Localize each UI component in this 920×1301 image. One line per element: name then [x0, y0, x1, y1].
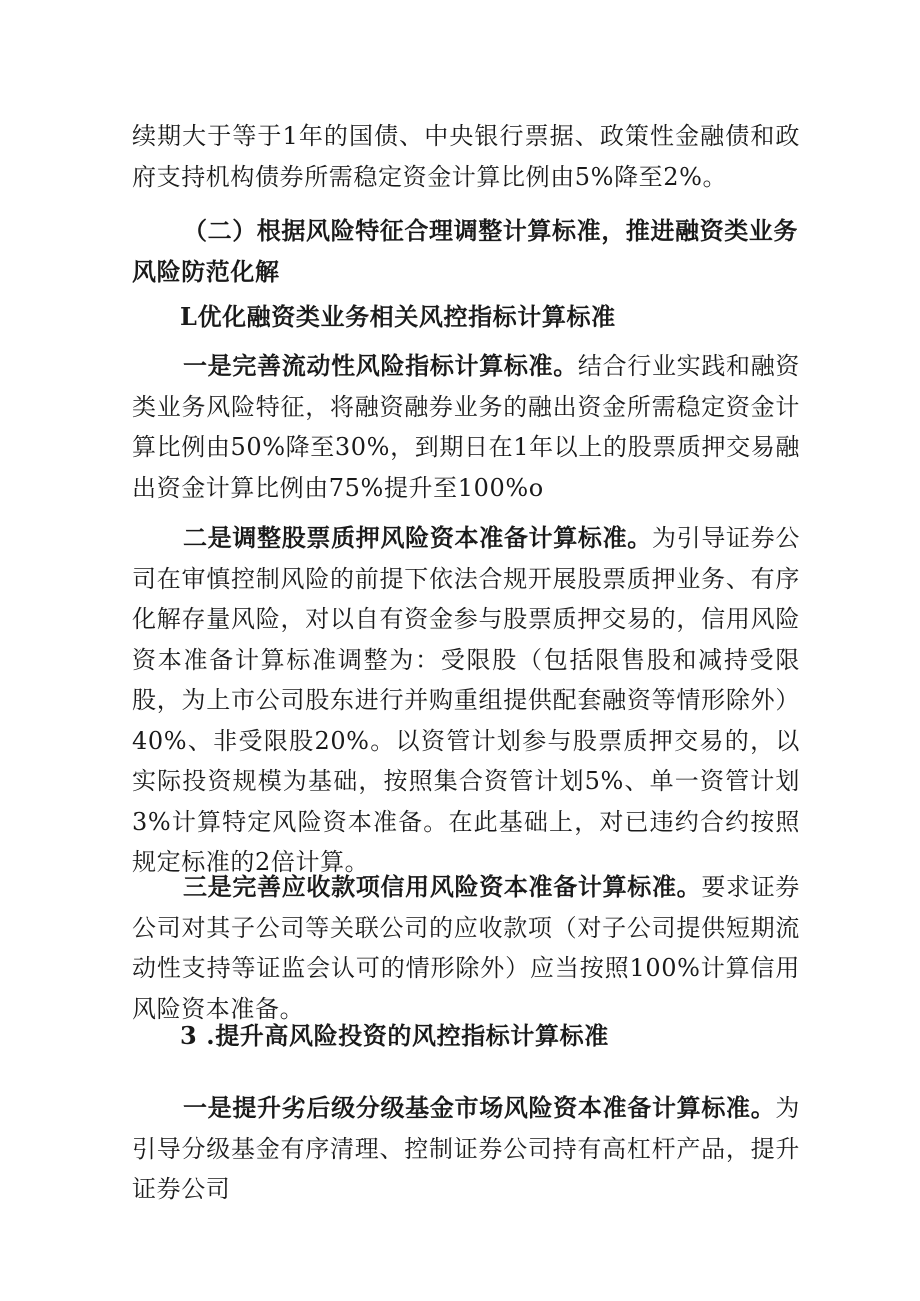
section-heading-2: （二）根据风险特征合理调整计算标准，推进融资类业务风险防范化解 — [132, 216, 798, 286]
paragraph-lead: 三是完善应收款项信用风险资本准备计算标准。 — [183, 872, 702, 901]
paragraph-lead: 一是完善流动性风险指标计算标准。 — [183, 351, 578, 380]
subsection-heading-1: L优化融资类业务相关风控指标计算标准 — [180, 302, 616, 331]
paragraph-structured-fund — [132, 1088, 800, 1210]
paragraph-receivables — [132, 867, 800, 1029]
paragraph-lead: 二是调整股票质押风险资本准备计算标准。 — [183, 523, 652, 552]
paragraph-stock-pledge — [132, 518, 800, 883]
paragraph-text: 续期大于等于1年的国债、中央银行票据、政策性金融债和政府支持机构债券所需稳定资金计算比例由5%降至2%。 — [132, 122, 800, 191]
paragraph-lead: 一是提升劣后级分级基金市场风险资本准备计算标准。 — [183, 1093, 776, 1122]
paragraph-body: 为引导分级基金有序清理、控制证券公司持有高杠杆产品，提升证券公司 — [132, 1094, 800, 1203]
paragraph-bond-ratio — [132, 116, 800, 197]
subsection-heading-3: 3 .提升高风险投资的风控指标计算标准 — [180, 1021, 609, 1050]
paragraph-body: 为引导证券公司在审慎控制风险的前提下依法合规开展股票质押业务、有序化解存量风险，对以自有资金参与股票质押交易的，信用风险资本准备计算标准调整为：受限股（包括限售股和减持受限股，为上市公司股东进行并购重组提供配套融资等情形除外）40%、非受限股20%。以资管计划参与股票质押交易的，以实际投资规模为基础，按照集合资管计划5%、单一资管计划3%计算特定风险资本准备。在此基础上，对已违约合约按照规定标准的2倍计算。 — [132, 524, 800, 876]
paragraph-liquidity-risk — [132, 346, 800, 508]
paragraph-body: 要求证券公司对其子公司等关联公司的应收款项（对子公司提供短期流动性支持等证监会认可的情形除外）应当按照100%计算信用风险资本准备。 — [132, 873, 800, 1023]
paragraph-body: 结合行业实践和融资类业务风险特征，将融资融券业务的融出资金所需稳定资金计算比例由50%降至30%，到期日在1年以上的股票质押交易融出资金计算比例由75%提升至100%o — [132, 352, 800, 502]
